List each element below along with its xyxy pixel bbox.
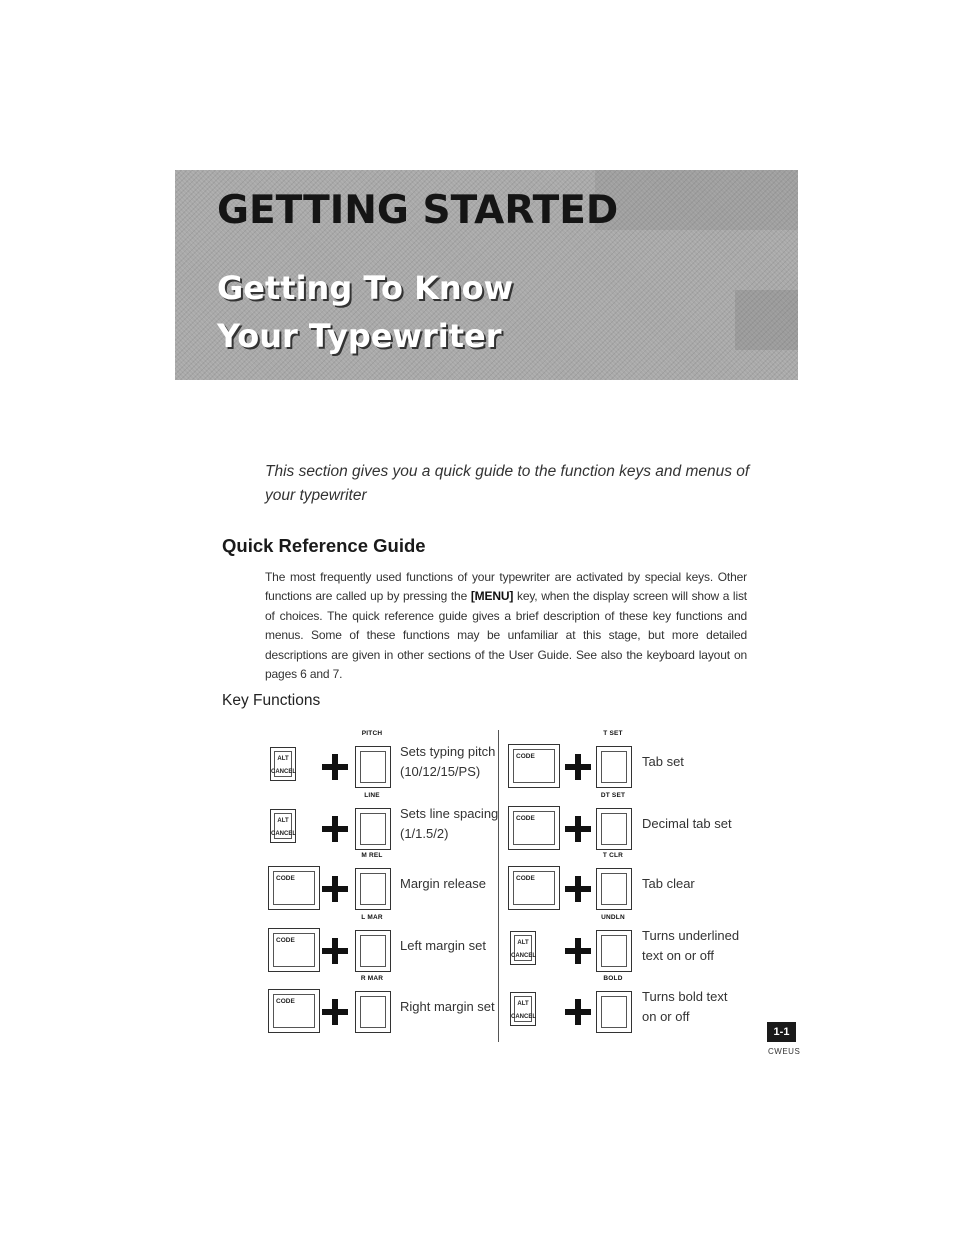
code-key-text: CODE [516, 815, 535, 822]
function-key-label: BOLD [603, 975, 623, 982]
function-description [642, 926, 739, 966]
description-line-1: Sets line spacing [400, 806, 499, 821]
paragraph-text-2: key, when the display screen will show a list of choices. The quick reference guide gives a brief description of these key functions and menus. Some of these functions may be unfamiliar at this stage, but more detailed descriptions are given in other sections of the User Guide. See also the keyboard layout on pages 6 and 7. [265, 589, 747, 682]
function-key-label: R MAR [360, 975, 384, 982]
plus-icon [565, 816, 591, 842]
description-line-2: (10/12/15/PS) [400, 764, 481, 779]
function-key-icon [596, 991, 632, 1033]
intro-text: This section gives you a quick guide to the function keys and menus of your typewriter [265, 463, 750, 504]
alt-cancel-key-icon [510, 931, 536, 965]
function-key-icon [596, 808, 632, 850]
function-key-icon [596, 868, 632, 910]
description-line-1: Turns bold text [642, 989, 728, 1004]
description-line-1: Tab set [642, 754, 684, 769]
code-key-text: CODE [276, 875, 295, 882]
quick-reference-heading: Quick Reference Guide [222, 535, 426, 556]
cancel-key-text: CANCEL [511, 1014, 536, 1020]
code-key-icon [508, 744, 560, 788]
description-line-1: Margin release [400, 876, 486, 891]
function-description [642, 814, 732, 834]
plus-icon [565, 938, 591, 964]
code-key-text: CODE [516, 753, 535, 760]
description-line-1: Sets typing pitch [400, 744, 496, 759]
banner-texture [595, 170, 798, 230]
code-key-text: CODE [516, 875, 535, 882]
function-description [642, 987, 728, 1027]
subtitle-line-1: Getting To Know [217, 269, 514, 307]
description-line-2: text on or off [642, 948, 715, 963]
function-key-label: T SET [603, 730, 623, 737]
cancel-key-text: CANCEL [271, 769, 296, 775]
alt-key-text: ALT [277, 818, 289, 824]
function-key-label: M REL [361, 852, 383, 859]
function-description [642, 874, 695, 894]
description-line-1: Right margin set [400, 999, 495, 1014]
section-subtitle [217, 264, 513, 360]
key-function-row-dt-set [0, 792, 954, 848]
alt-key-text: ALT [517, 1001, 529, 1007]
function-key-label: LINE [364, 792, 380, 799]
plus-icon [565, 754, 591, 780]
description-line-1: Tab clear [642, 876, 695, 891]
subtitle-line-2: Your Typewriter [217, 317, 502, 355]
code-key-text: CODE [276, 998, 295, 1005]
key-function-row-undln [0, 914, 954, 970]
function-key-icon [596, 746, 632, 788]
code-key-text: CODE [276, 937, 295, 944]
description-line-1: Left margin set [400, 938, 486, 953]
key-function-row-t-clr [0, 852, 954, 908]
key-functions-heading: Key Functions [222, 692, 321, 709]
plus-icon [565, 999, 591, 1025]
description-line-2: (1/1.5/2) [400, 826, 449, 841]
function-key-label: DT SET [600, 792, 626, 799]
plus-icon [565, 876, 591, 902]
section-title: GETTING STARTED [217, 188, 619, 233]
paragraph-text-1: The most frequently used functions of your typewriter are activated by special keys. Other functions are called up by pressing the [265, 570, 747, 604]
function-key-label: PITCH [361, 730, 383, 737]
function-key-label: L MAR [361, 914, 383, 921]
alt-cancel-key-icon [510, 992, 536, 1026]
page-number-badge: 1-1 [767, 1022, 796, 1042]
description-line-1: Decimal tab set [642, 816, 732, 831]
key-function-row-t-set [0, 730, 954, 786]
function-key-icon [596, 930, 632, 972]
banner-texture [735, 290, 798, 350]
function-description [642, 752, 684, 772]
code-key-icon [508, 806, 560, 850]
section-banner [175, 170, 798, 380]
alt-key-text: ALT [517, 940, 529, 946]
description-line-2: on or off [642, 1009, 690, 1024]
cancel-key-text: CANCEL [511, 953, 536, 959]
menu-key-text: [MENU] [470, 589, 514, 604]
function-key-label: T CLR [602, 852, 624, 859]
alt-key-text: ALT [277, 756, 289, 762]
key-function-row-bold [0, 975, 954, 1031]
function-key-label: UNDLN [601, 914, 625, 921]
cancel-key-text: CANCEL [271, 831, 296, 837]
footer-code: CWEUS [768, 1047, 801, 1056]
description-line-1: Turns underlined [642, 928, 740, 943]
quick-reference-paragraph [265, 568, 747, 684]
code-key-icon [508, 866, 560, 910]
